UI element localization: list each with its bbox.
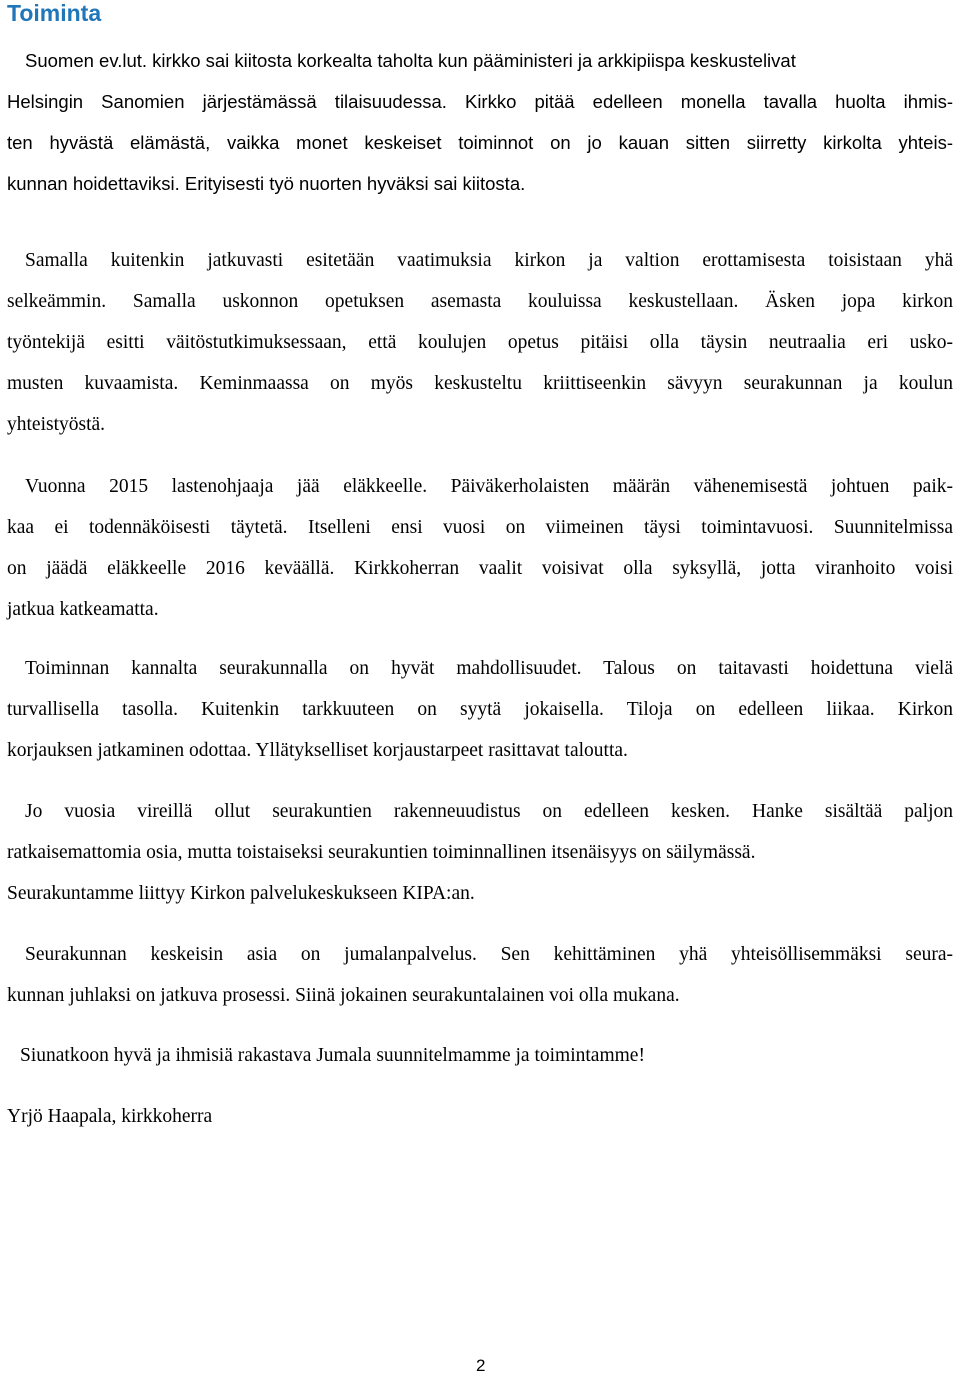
paragraph-line: on jäädä eläkkeelle 2016 keväällä. Kirkkoherran vaalit voisivat olla syksyllä, jotta viranhoito voisi [7, 558, 953, 579]
paragraph-worship [7, 934, 953, 1016]
paragraph-finances [7, 648, 953, 771]
paragraph-line: Jo vuosia vireillä ollut seurakuntien rakenneuudistus on edelleen kesken. Hanke sisältää paljon [25, 801, 953, 822]
paragraph-church-state [7, 240, 953, 445]
paragraph-line: kunnan hoidettaviksi. Erityisesti työ nuorten hyväksi sai kiitosta. [7, 173, 526, 194]
paragraph-line: Seurakuntamme liittyy Kirkon palvelukeskukseen KIPA:an. [7, 883, 475, 904]
paragraph-line: Siunatkoon hyvä ja ihmisiä rakastava Jumala suunnitelmamme ja toimintamme! [20, 1045, 645, 1066]
paragraph-line: Vuonna 2015 lastenohjaaja jää eläkkeelle. Päiväkerholaisten määrän vähenemisestä johtuen paik- [25, 476, 953, 497]
paragraph-line: kaa ei todennäköisesti täytetä. Itselleni ensi vuosi on viimeinen täysi toimintavuosi. Suunnitelmissa [7, 517, 953, 538]
signature-line: Yrjö Haapala, kirkkoherra [7, 1106, 213, 1127]
paragraph-line: jatkua katkeamatta. [7, 599, 159, 620]
paragraph-line: selkeämmin. Samalla uskonnon opetuksen asemasta kouluissa keskustellaan. Äsken jopa kirkon [7, 291, 953, 312]
signature [7, 1096, 953, 1137]
paragraph-intro [7, 40, 953, 204]
paragraph-line: ten hyvästä elämästä, vaikka monet keskeiset toiminnot on jo kauan sitten siirretty kirkolta yhteis- [7, 132, 953, 153]
paragraph-line: työntekijä esitti väitöstutkimuksessaan, että koulujen opetus pitäisi olla täysin neutraalia eri usko- [7, 332, 953, 353]
paragraph-line: Helsingin Sanomien järjestämässä tilaisuudessa. Kirkko pitää edelleen monella tavalla huolta ihmis- [7, 91, 953, 112]
paragraph-line: ratkaisemattomia osia, mutta toistaiseksi seurakuntien toiminnallinen itsenäisyys on säilymässä. [7, 842, 756, 863]
paragraph-line: Seurakunnan keskeisin asia on jumalanpalvelus. Sen kehittäminen yhä yhteisöllisemmäksi seura- [25, 944, 953, 965]
paragraph-line: Samalla kuitenkin jatkuvasti esitetään vaatimuksia kirkon ja valtion erottamisesta toisistaan yhä [25, 250, 953, 271]
paragraph-line: turvallisella tasolla. Kuitenkin tarkkuuteen on syytä jokaisella. Tiloja on edelleen liikaa. Kirkon [7, 699, 953, 720]
paragraph-blessing [7, 1035, 953, 1076]
paragraph-line: Suomen ev.lut. kirkko sai kiitosta korkealta taholta kun pääministeri ja arkkipiispa keskustelivat [25, 50, 796, 71]
paragraph-line: kunnan juhlaksi on jatkuva prosessi. Siinä jokainen seurakuntalainen voi olla mukana. [7, 985, 680, 1006]
paragraph-retirement [7, 466, 953, 630]
paragraph-structural-reform [7, 791, 953, 914]
page-number: 2 [476, 1356, 486, 1375]
paragraph-line: korjauksen jatkaminen odottaa. Yllätykselliset korjaustarpeet rasittavat taloutta. [7, 740, 628, 761]
paragraph-line: musten kuvaamista. Keminmaassa on myös keskusteltu kriittiseenkin sävyyn seurakunnan ja koulun [7, 373, 953, 394]
paragraph-line: yhteistyöstä. [7, 414, 106, 435]
paragraph-line: Toiminnan kannalta seurakunnalla on hyvät mahdollisuudet. Talous on taitavasti hoidettuna vielä [25, 658, 953, 679]
page-heading: Toiminta [7, 0, 102, 26]
